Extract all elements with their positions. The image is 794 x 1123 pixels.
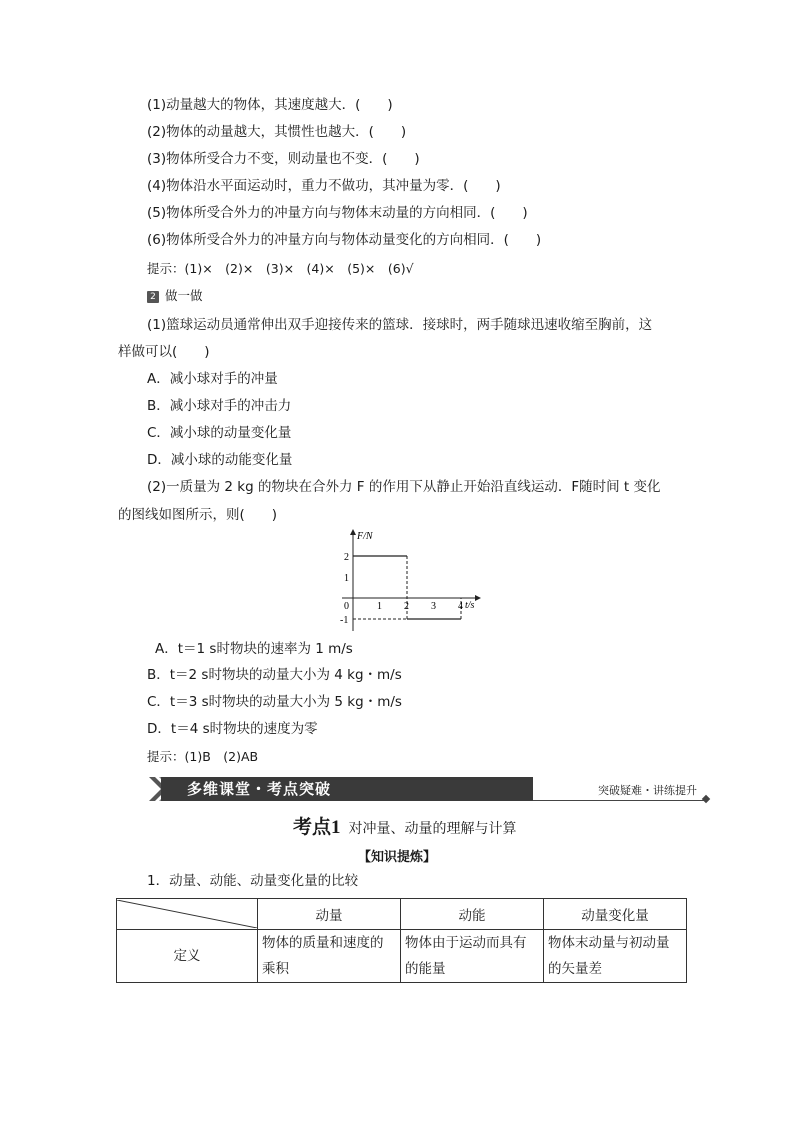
judge-item-2: (2)物体的动量越大，其惯性也越大．( ) — [147, 124, 407, 140]
section-do-it — [147, 287, 203, 305]
q2-option-d: D．t＝4 s时物块的速度为零 — [147, 721, 318, 737]
compare-title: 1．动量、动能、动量变化量的比较 — [147, 873, 359, 889]
q2-stem-cont: 的图线如图所示，则( ) — [118, 507, 278, 523]
q1-option-c: C．减小球的动量变化量 — [147, 425, 292, 441]
table-header-row — [117, 899, 687, 930]
x-tick-label: 3 — [431, 601, 436, 612]
y-tick-label: -1 — [340, 615, 349, 626]
kaodian-title: 对冲量、动量的理解与计算 — [348, 821, 517, 837]
judge-item-6: (6)物体所受合外力的冲量方向与物体动量变化的方向相同．( ) — [147, 232, 542, 248]
table-header-momentum-change: 动量变化量 — [544, 899, 687, 930]
section-title: 做一做 — [165, 288, 203, 303]
cell-line: 物体末动量与初动量 — [548, 935, 670, 951]
q1-stem: (1)篮球运动员通常伸出双手迎接传来的篮球．接球时，两手随球迅速收缩至胸前，这 — [147, 317, 653, 333]
banner-subtitle: 突破疑难・讲练提升 — [598, 784, 697, 797]
x-tick-label: 4 — [458, 601, 463, 612]
cell-line: 物体由于运动而具有 — [405, 935, 527, 951]
cell-line: 的矢量差 — [548, 961, 602, 977]
y-tick-label: 1 — [344, 573, 349, 584]
hint-answers-1: 提示：(1)× (2)× (3)× (4)× (5)× (6)√ — [147, 261, 414, 276]
q2-stem: (2)一质量为 2 kg 的物块在合外力 F 的作用下从静止开始沿直线运动．F随时间 t 变化 — [147, 479, 661, 495]
diagonal-line-icon — [117, 900, 257, 928]
force-time-chart — [320, 526, 490, 636]
cell-line: 的能量 — [405, 961, 446, 977]
cell-line: 乘积 — [262, 961, 289, 977]
table-cell — [258, 930, 401, 983]
q1-option-b: B．减小球对手的冲击力 — [147, 398, 292, 414]
section-number-icon: 2 — [147, 291, 159, 303]
judge-item-5: (5)物体所受合外力的冲量方向与物体末动量的方向相同．( ) — [147, 205, 528, 221]
table-cell — [544, 930, 687, 983]
q1-stem-cont: 样做可以( ) — [118, 344, 210, 360]
x-tick-label: 2 — [404, 601, 409, 612]
q1-option-a: A．减小球对手的冲量 — [147, 371, 278, 387]
q2-option-a: A．t＝1 s时物块的速率为 1 m/s — [155, 641, 353, 657]
divider — [533, 800, 705, 801]
judge-item-3: (3)物体所受合力不变，则动量也不变．( ) — [147, 151, 420, 167]
table-header-kinetic-energy: 动能 — [401, 899, 544, 930]
table-header-momentum: 动量 — [258, 899, 401, 930]
table-row — [117, 930, 687, 983]
q2-option-b: B．t＝2 s时物块的动量大小为 4 kg・m/s — [147, 667, 402, 683]
comparison-table — [116, 898, 687, 983]
y-axis-label: F/N — [357, 531, 373, 542]
diamond-icon — [702, 795, 710, 803]
q2-option-c: C．t＝3 s时物块的动量大小为 5 kg・m/s — [147, 694, 402, 710]
kaodian-number: 考点1 — [293, 817, 341, 838]
q1-option-d: D．减小球的动能变化量 — [147, 452, 293, 468]
banner-title: 多维课堂・考点突破 — [187, 780, 332, 798]
cell-line: 物体的质量和速度的 — [262, 935, 384, 951]
x-axis-label: t/s — [465, 600, 475, 611]
y-tick-label: 2 — [344, 552, 349, 563]
table-row-label: 定义 — [117, 930, 258, 983]
table-cell — [401, 930, 544, 983]
section-banner — [147, 776, 709, 802]
table-corner-cell — [117, 899, 258, 930]
knowledge-heading: 【知识提炼】 — [357, 850, 436, 865]
x-tick-label: 0 — [344, 601, 349, 612]
x-tick-label: 1 — [377, 601, 382, 612]
judge-item-1: (1)动量越大的物体，其速度越大．( ) — [147, 97, 393, 113]
judge-item-4: (4)物体沿水平面运动时，重力不做功，其冲量为零．( ) — [147, 178, 501, 194]
hint-answers-2: 提示：(1)B (2)AB — [147, 749, 259, 764]
kaodian-heading — [293, 812, 517, 839]
